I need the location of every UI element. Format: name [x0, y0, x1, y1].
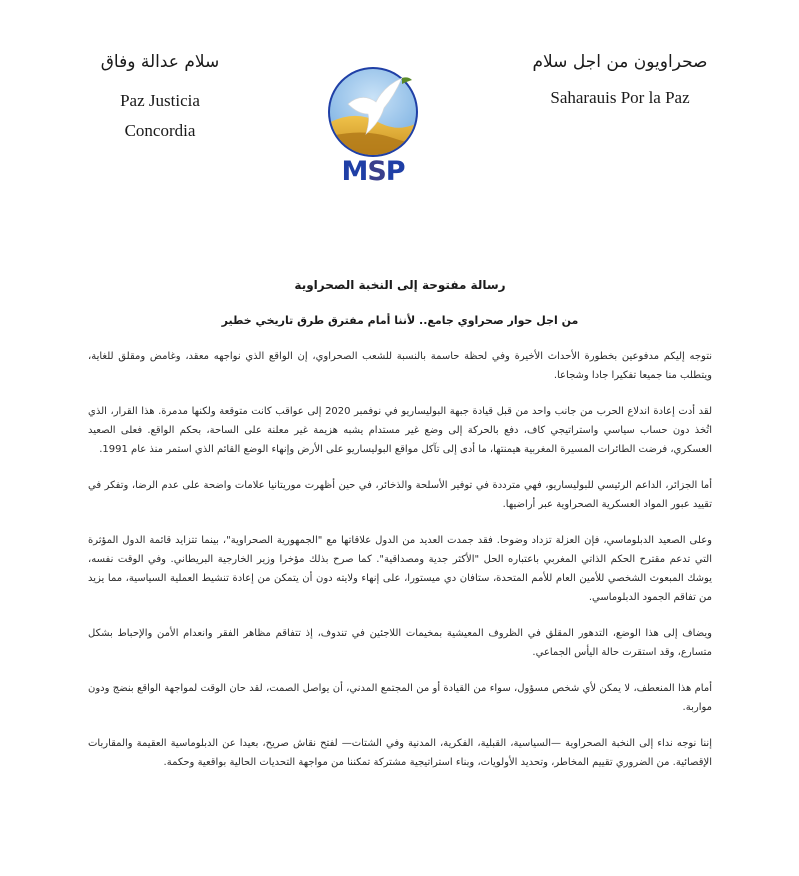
paragraph-3: أما الجزائر، الداعم الرئيسي للبوليساريو، فهي مترددة في توفير الأسلحة والذخائر، في حين أظهرت موريتانيا علامات واضحة على عدم الرضا، وتفكر في تقييد عبور المواد العسكرية الصحراوية عبر أراضيها.	[88, 480, 712, 510]
logo-letter-p: P	[385, 156, 405, 187]
paragraph-4: وعلى الصعيد الدبلوماسي، فإن العزلة تزداد وضوحا. فقد جمدت العديد من الدول علاقاتها مع "الجمهورية الصحراوية"، بينما تتزايد قائمة الدول المؤثرة التي تدعم مقترح الحكم الذاتي المغربي باعتباره الحل "الأكثر جدية ومصداقية". كما صرح بذلك مؤخرا وزير الخارجية البريطاني. وفي الوقت نفسه، يوشك المبعوث الشخصي للأمين العام للأمم المتحدة، ستافان دي ميستورا، على إنهاء ولايته دون أن يتمكن من إعادة تنشيط العملية السياسية، مما يزيد من تفاقم الجمود الدبلوماسي.	[88, 535, 712, 603]
header-right-arabic: صحراويون من اجل سلام	[532, 52, 708, 72]
paragraph-6: أمام هذا المنعطف، لا يمكن لأي شخص مسؤول، سواء من القيادة أو من المجتمع المدني، أن يواصل الصمت، لقد حان الوقت لمواجهة الواقع بنضج ودون مواربة.	[88, 683, 712, 713]
header-left-arabic: سلام عدالة وفاق	[100, 52, 220, 72]
logo-wordmark	[318, 156, 428, 187]
letter-subtitle: من اجل حوار صحراوي جامع.. لأننا أمام مفترق طرق تاريخي خطير	[221, 314, 579, 327]
paragraph-1: نتوجه إليكم مدفوعين بخطورة الأحداث الأخيرة وفي لحظة حاسمة بالنسبة للشعب الصحراوي، إن الواقع الذي نواجهه معقد، وغامض ومقلق للغاية، ويتطلب منا جميعا تفكيرا جادا وشجاعا.	[88, 351, 712, 381]
logo-letter-m: M	[341, 156, 368, 187]
letter-body	[88, 278, 712, 789]
header-left-spanish-line2: Concordia	[124, 121, 196, 140]
letter-title: رسالة مفتوحة إلى النخبة الصحراوية	[294, 278, 506, 292]
msp-logo	[318, 64, 428, 190]
paragraph-2: لقد أدت إعادة اندلاع الحرب من جانب واحد من قبل قيادة جبهة البوليساريو في نوفمبر 2020 إلى عواقب كانت متوقعة ولكنها مدمرة. هذا القرار، الذي اتُخذ دون حساب سياسي واستراتيجي كاف، دفع بالحركة إلى وضع غير مستدام يشبه هزيمة غير معلنة على الساحة، بحكم الواقع. فعلى الصعيد العسكري، فرضت الطائرات المسيرة المغربية هيمنتها، ما أدى إلى تآكل مواقع البوليساريو على الأرض وإنهاء الوضع القائم الذي استمر منذ عام 1991.	[88, 406, 712, 455]
header-right	[500, 52, 740, 108]
logo-letter-s: S	[367, 156, 386, 187]
header-left-spanish-line1: Paz Justicia	[120, 91, 200, 110]
dove-emblem-icon	[318, 64, 428, 160]
paragraph-5: ويضاف إلى هذا الوضع، التدهور المقلق في الظروف المعيشية بمخيمات اللاجئين في تندوف، إذ تتفاقم مظاهر الفقر وانعدام الأمن والإحباط بشكل متسارع، وقد استقرت حالة اليأس الجماعي.	[88, 628, 712, 658]
paragraph-7: إننا نوجه نداء إلى النخبة الصحراوية —السياسية، القبلية، الفكرية، المدنية وفي الشتات— لفتح نقاش صريح، بعيدا عن الدبلوماسية العقيمة والمقاربات الإقصائية. من الضروري تقييم المخاطر، وتحديد الأولويات، وبناء استراتيجية مشتركة تمكننا من مواجهة التحديات الحالية بواقعية وحكمة.	[88, 738, 712, 768]
header-right-spanish: Saharauis Por la Paz	[550, 88, 690, 107]
header-left	[60, 52, 260, 146]
